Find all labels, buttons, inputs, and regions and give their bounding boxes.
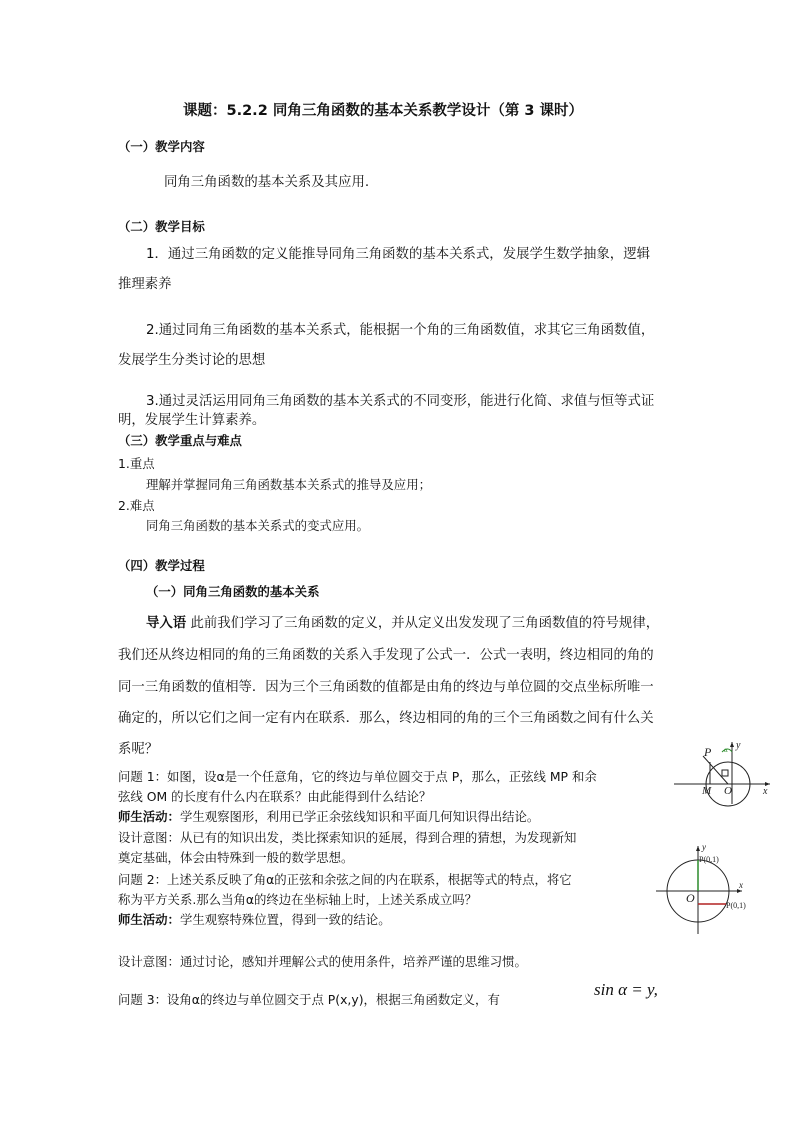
content-text: 同角三角函数的基本关系及其应用.	[164, 175, 370, 190]
fig1-x-label: x	[763, 786, 768, 797]
intent-2: 设计意图：通过讨论，感知并理解公式的使用条件，培养严谨的思维习惯。	[118, 954, 527, 969]
question-1-line-1: 问题 1：如图，设α是一个任意角，它的终边与单位圆交于点 P，那么，正弦线 MP 和余	[118, 769, 597, 784]
key-point-text: 理解并掌握同角三角函数基本关系式的推导及应用；	[146, 477, 431, 492]
fig2-o-label: O	[686, 891, 695, 905]
goal-2-line-1: 2.通过同角三角函数的基本关系式，能根据一个角的三角函数值，求其它三角函数值，	[146, 323, 655, 338]
fig1-y-label: y	[736, 740, 741, 751]
formula-sin-alpha: sin α = y,	[594, 980, 658, 999]
intro-label: 导入语	[146, 616, 187, 631]
fig1-o-label: O	[724, 785, 732, 797]
unit-circle-figure-2	[656, 840, 756, 936]
question-1-line-2: 弦线 OM 的长度有什么内在联系？由此能得到什么结论？	[118, 789, 432, 804]
fig1-m-label: M	[702, 785, 712, 797]
goal-3-line-1: 3.通过灵活运用同角三角函数的基本关系式的不同变形，能进行化简、求值与恒等式证	[146, 394, 655, 409]
activity-1-text: 学生观察图形，利用已学正余弦线知识和平面几何知识得出结论。	[179, 809, 540, 824]
activity-2-text: 学生观察特殊位置，得到一致的结论。	[179, 912, 391, 927]
intent-1-line-2: 奠定基础，体会由特殊到一般的数学思想。	[118, 850, 354, 865]
intro-text: 此前我们学习了三角函数的定义，并从定义出发发现了三角函数值的符号规律，	[190, 616, 660, 631]
unit-circle-figure-1	[672, 738, 780, 808]
activity-1-label: 师生活动：	[118, 809, 180, 824]
difficulty-text: 同角三角函数的基本关系式的变式应用。	[146, 518, 370, 533]
intro-line-1	[146, 616, 659, 632]
activity-1	[118, 809, 539, 825]
fig2-right-point-label: P(0,1)	[726, 901, 746, 910]
fig1-alpha-label: α	[724, 746, 728, 754]
difficulty-label: 2.难点	[118, 498, 155, 513]
section-heading-content: （一）教学内容	[118, 139, 205, 154]
activity-2-label: 师生活动：	[118, 912, 180, 927]
subsection-heading: （一）同角三角函数的基本关系	[146, 584, 320, 599]
intro-line-4: 确定的，所以它们之间一定有内在联系．那么，终边相同的角的三个三角函数之间有什么关	[118, 711, 654, 726]
fig2-top-point-label: P(0,1)	[699, 855, 719, 864]
section-heading-goals: （二）教学目标	[118, 219, 205, 234]
section-heading-key-points: （三）教学重点与难点	[118, 433, 242, 448]
intro-line-3: 同一三角函数的值相等．因为三个三角函数的值都是由角的终边与单位圆的交点坐标所唯一	[118, 680, 654, 695]
goal-1-line-1: 1．通过三角函数的定义能推导同角三角函数的基本关系式，发展学生数学抽象，逻辑	[146, 247, 650, 262]
fig2-y-label: y	[702, 842, 706, 852]
key-point-label: 1.重点	[118, 456, 155, 471]
goal-3-line-2: 明，发展学生计算素养。	[118, 413, 266, 428]
intent-1-line-1: 设计意图：从已有的知识出发，类比探索知识的延展，得到合理的猜想，为发现新知	[118, 830, 577, 845]
goal-1-line-2: 推理素养	[118, 277, 172, 292]
goal-2-line-2: 发展学生分类讨论的思想	[118, 353, 266, 368]
intro-line-5: 系呢？	[118, 742, 159, 757]
question-3: 问题 3：设角α的终边与单位圆交于点 P(x,y)，根据三角函数定义，有	[118, 992, 500, 1007]
page-title: 课题：5.2.2 同角三角函数的基本关系教学设计（第 3 课时）	[183, 103, 584, 119]
question-2-line-1: 问题 2：上述关系反映了角α的正弦和余弦之间的内在联系，根据等式的特点，将它	[118, 872, 572, 887]
fig2-x-label: x	[739, 880, 743, 890]
intro-line-2: 我们还从终边相同的角的三角函数的关系入手发现了公式一．公式一表明，终边相同的角的	[118, 648, 654, 663]
section-heading-process: （四）教学过程	[118, 558, 205, 573]
fig1-p-label: P	[704, 745, 712, 759]
question-2-line-2: 称为平方关系.那么当角α的终边在坐标轴上时，上述关系成立吗？	[118, 892, 478, 907]
activity-2	[118, 912, 391, 928]
